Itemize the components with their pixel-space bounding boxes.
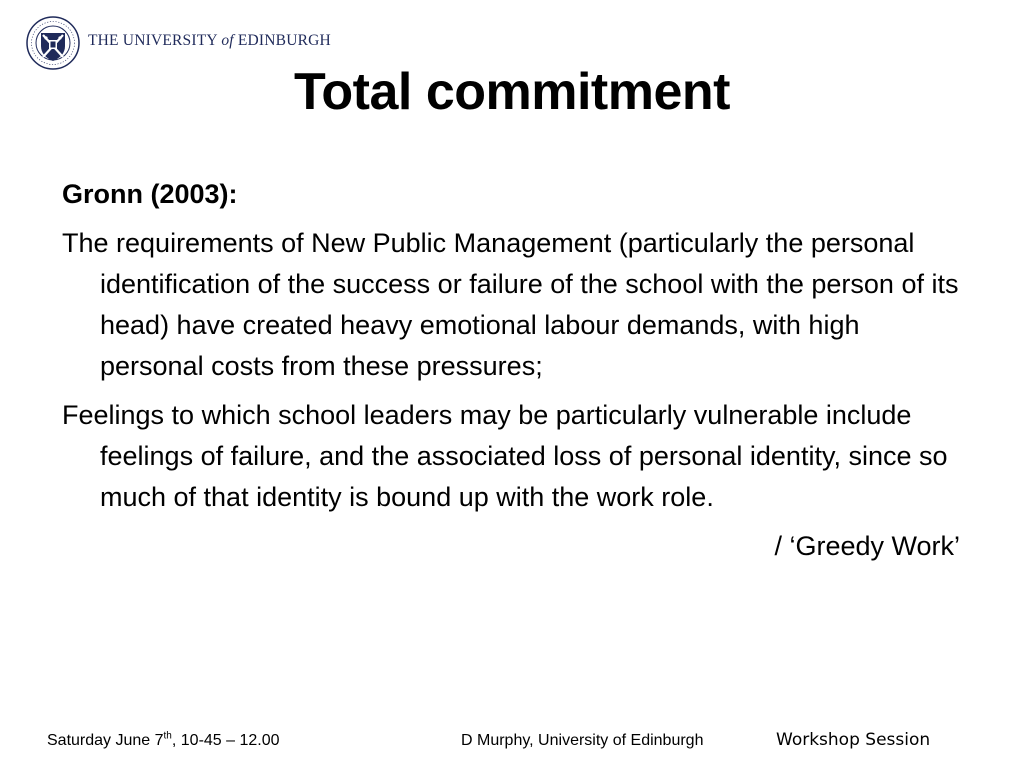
footer-session: Workshop Session (776, 730, 931, 750)
footer (0, 728, 1024, 754)
institution-name: THE UNIVERSITY of EDINBURGH (88, 32, 331, 49)
paragraph-requirements: The requirements of New Public Management (particularly the personal identification of the success or failure of the school with the person of its head) have created heavy emotional labour demands, with high personal costs from these pressures; (62, 228, 959, 381)
footer-date: Saturday June 7th, 10-45 – 12.00 (47, 730, 280, 749)
attribution (62, 526, 962, 567)
slide-body (62, 174, 962, 567)
citation-heading: Gronn (2003): (62, 179, 238, 209)
footer-author: D Murphy, University of Edinburgh (461, 732, 704, 749)
paragraph-feelings: Feelings to which school leaders may be particularly vulnerable include feelings of failure, and the associated loss of personal identity, since so much of that identity is bound up with the work role. (62, 400, 948, 512)
slide-title: Total commitment (294, 63, 730, 121)
attribution-text: / ‘Greedy Work’ (774, 531, 960, 561)
